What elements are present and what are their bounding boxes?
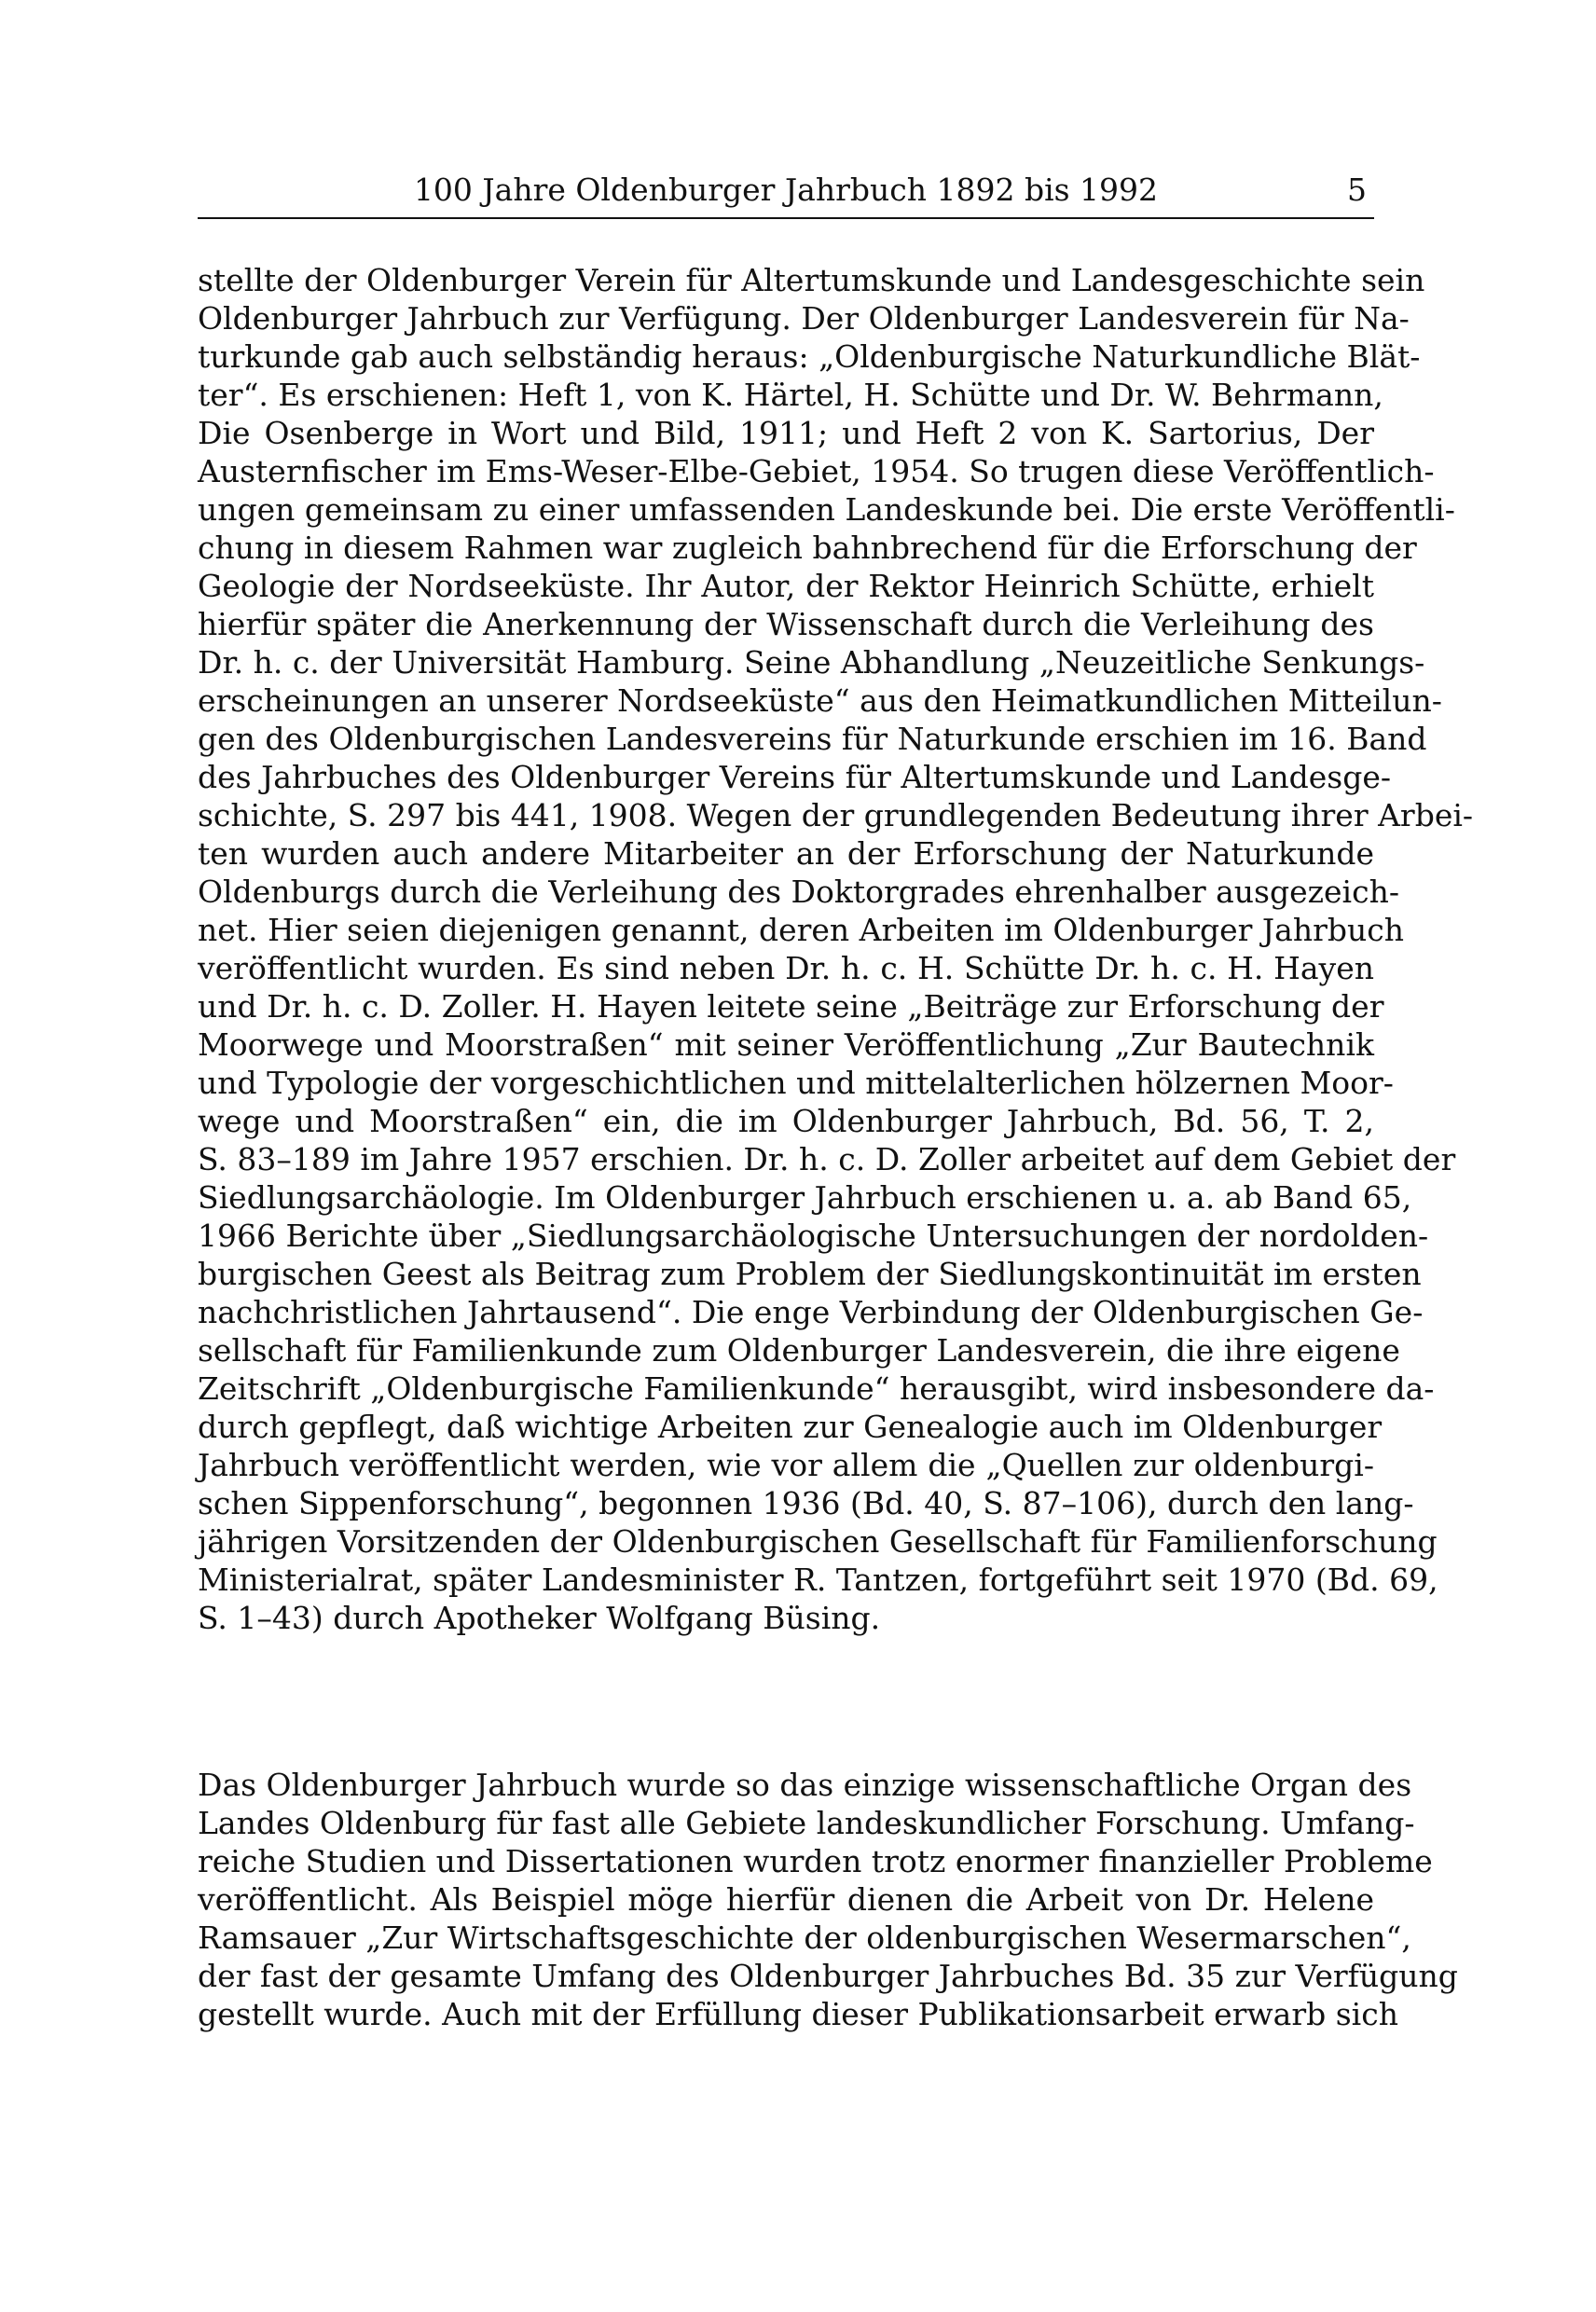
text-line: veröffentlicht. Als Beispiel möge hierfür dienen die Arbeit von Dr. Helene	[198, 1881, 1374, 1918]
text-line: Oldenburger Jahrbuch zur Verfügung. Der Oldenburger Landesverein für Na-	[198, 300, 1410, 337]
text-line: jährigen Vorsitzenden der Oldenburgischen Gesellschaft für Familienforschung	[198, 1523, 1438, 1560]
page-number: 5	[1347, 172, 1367, 208]
text-line: chung in diesem Rahmen war zugleich bahnbrechend für die Erforschung der	[198, 530, 1417, 566]
text-line: Ministerialrat, später Landesminister R. Tantzen, fortgeführt seit 1970 (Bd. 69,	[198, 1562, 1438, 1598]
text-line: ungen gemeinsam zu einer umfassenden Landeskunde bei. Die erste Veröffentli-	[198, 491, 1455, 528]
text-line: stellte der Oldenburger Verein für Altertumskunde und Landesgeschichte sein	[198, 262, 1425, 298]
text-line: Austernfischer im Ems-Weser-Elbe-Gebiet, 1954. So trugen diese Veröffentlich-	[198, 453, 1435, 489]
paragraph-1	[198, 261, 1474, 1637]
text-line: S. 83–189 im Jahre 1957 erschien. Dr. h. c. D. Zoller arbeitet auf dem Gebiet der	[198, 1141, 1456, 1177]
page-header	[198, 171, 1374, 219]
text-line: ten wurden auch andere Mitarbeiter an der Erforschung der Naturkunde	[198, 835, 1374, 872]
text-line: wege und Moorstraßen“ ein, die im Oldenburger Jahrbuch, Bd. 56, T. 2,	[198, 1103, 1374, 1139]
paragraph-2	[198, 1766, 1458, 2033]
text-line: gestellt wurde. Auch mit der Erfüllung dieser Publikationsarbeit erwarb sich	[198, 1996, 1398, 2032]
text-line: Jahrbuch veröffentlicht werden, wie vor allem die „Quellen zur oldenburgi-	[198, 1447, 1374, 1483]
text-line: net. Hier seien diejenigen genannt, deren Arbeiten im Oldenburger Jahrbuch	[198, 912, 1404, 948]
text-line: schen Sippenforschung“, begonnen 1936 (Bd. 40, S. 87–106), durch den lang-	[198, 1485, 1414, 1521]
text-line: Landes Oldenburg für fast alle Gebiete landeskundlicher Forschung. Umfang-	[198, 1805, 1415, 1841]
text-line: Siedlungsarchäologie. Im Oldenburger Jahrbuch erschienen u. a. ab Band 65,	[198, 1179, 1412, 1216]
text-line: veröffentlicht wurden. Es sind neben Dr. h. c. H. Schütte Dr. h. c. H. Hayen	[198, 950, 1374, 986]
text-line: Ramsauer „Zur Wirtschaftsgeschichte der oldenburgischen Wesermarschen“,	[198, 1920, 1411, 1956]
text-line: der fast der gesamte Umfang des Oldenburger Jahrbuches Bd. 35 zur Verfügung	[198, 1958, 1458, 1994]
text-line: Moorwege und Moorstraßen“ mit seiner Veröffentlichung „Zur Bautechnik	[198, 1026, 1374, 1063]
text-line: und Dr. h. c. D. Zoller. H. Hayen leitete seine „Beiträge zur Erforschung der	[198, 988, 1384, 1025]
text-line: reiche Studien und Dissertationen wurden trotz enormer finanzieller Probleme	[198, 1843, 1433, 1879]
running-title: 100 Jahre Oldenburger Jahrbuch 1892 bis 1992	[413, 172, 1159, 208]
text-line: Oldenburgs durch die Verleihung des Doktorgrades ehrenhalber ausgezeich-	[198, 874, 1399, 910]
text-line: des Jahrbuches des Oldenburger Vereins für Altertumskunde und Landesge-	[198, 759, 1392, 795]
text-line: ter“. Es erschienen: Heft 1, von K. Härtel, H. Schütte und Dr. W. Behrmann,	[198, 377, 1383, 413]
text-line: turkunde gab auch selbständig heraus: „Oldenburgische Naturkundliche Blät-	[198, 338, 1421, 375]
text-line: durch gepflegt, daß wichtige Arbeiten zur Genealogie auch im Oldenburger	[198, 1409, 1383, 1445]
text-line: Zeitschrift „Oldenburgische Familienkunde“ herausgibt, wird insbesondere da-	[198, 1370, 1435, 1407]
text-line: Das Oldenburger Jahrbuch wurde so das einzige wissenschaftliche Organ des	[198, 1767, 1412, 1803]
text-line: Die Osenberge in Wort und Bild, 1911; und Heft 2 von K. Sartorius, Der	[198, 415, 1374, 451]
text-line: Dr. h. c. der Universität Hamburg. Seine Abhandlung „Neuzeitliche Senkungs-	[198, 644, 1425, 681]
text-line: 1966 Berichte über „Siedlungsarchäologische Untersuchungen der nordolden-	[198, 1218, 1429, 1254]
text-line: und Typologie der vorgeschichtlichen und mittelalterlichen hölzernen Moor-	[198, 1065, 1394, 1101]
text-line: nachchristlichen Jahrtausend“. Die enge Verbindung der Oldenburgischen Ge-	[198, 1294, 1424, 1330]
text-line: sellschaft für Familienkunde zum Oldenburger Landesverein, die ihre eigene	[198, 1332, 1400, 1369]
text-line: burgischen Geest als Beitrag zum Problem der Siedlungskontinuität im ersten	[198, 1256, 1422, 1292]
text-line: hierfür später die Anerkennung der Wissenschaft durch die Verleihung des	[198, 606, 1374, 642]
text-line: schichte, S. 297 bis 441, 1908. Wegen der grundlegenden Bedeutung ihrer Arbei-	[198, 797, 1474, 833]
text-line: erscheinungen an unserer Nordseeküste“ aus den Heimatkundlichen Mitteilun-	[198, 682, 1442, 719]
text-line: S. 1–43) durch Apotheker Wolfgang Büsing.	[198, 1600, 881, 1636]
text-line: Geologie der Nordseeküste. Ihr Autor, der Rektor Heinrich Schütte, erhielt	[198, 568, 1374, 604]
text-line: gen des Oldenburgischen Landesvereins für Naturkunde erschien im 16. Band	[198, 721, 1427, 757]
